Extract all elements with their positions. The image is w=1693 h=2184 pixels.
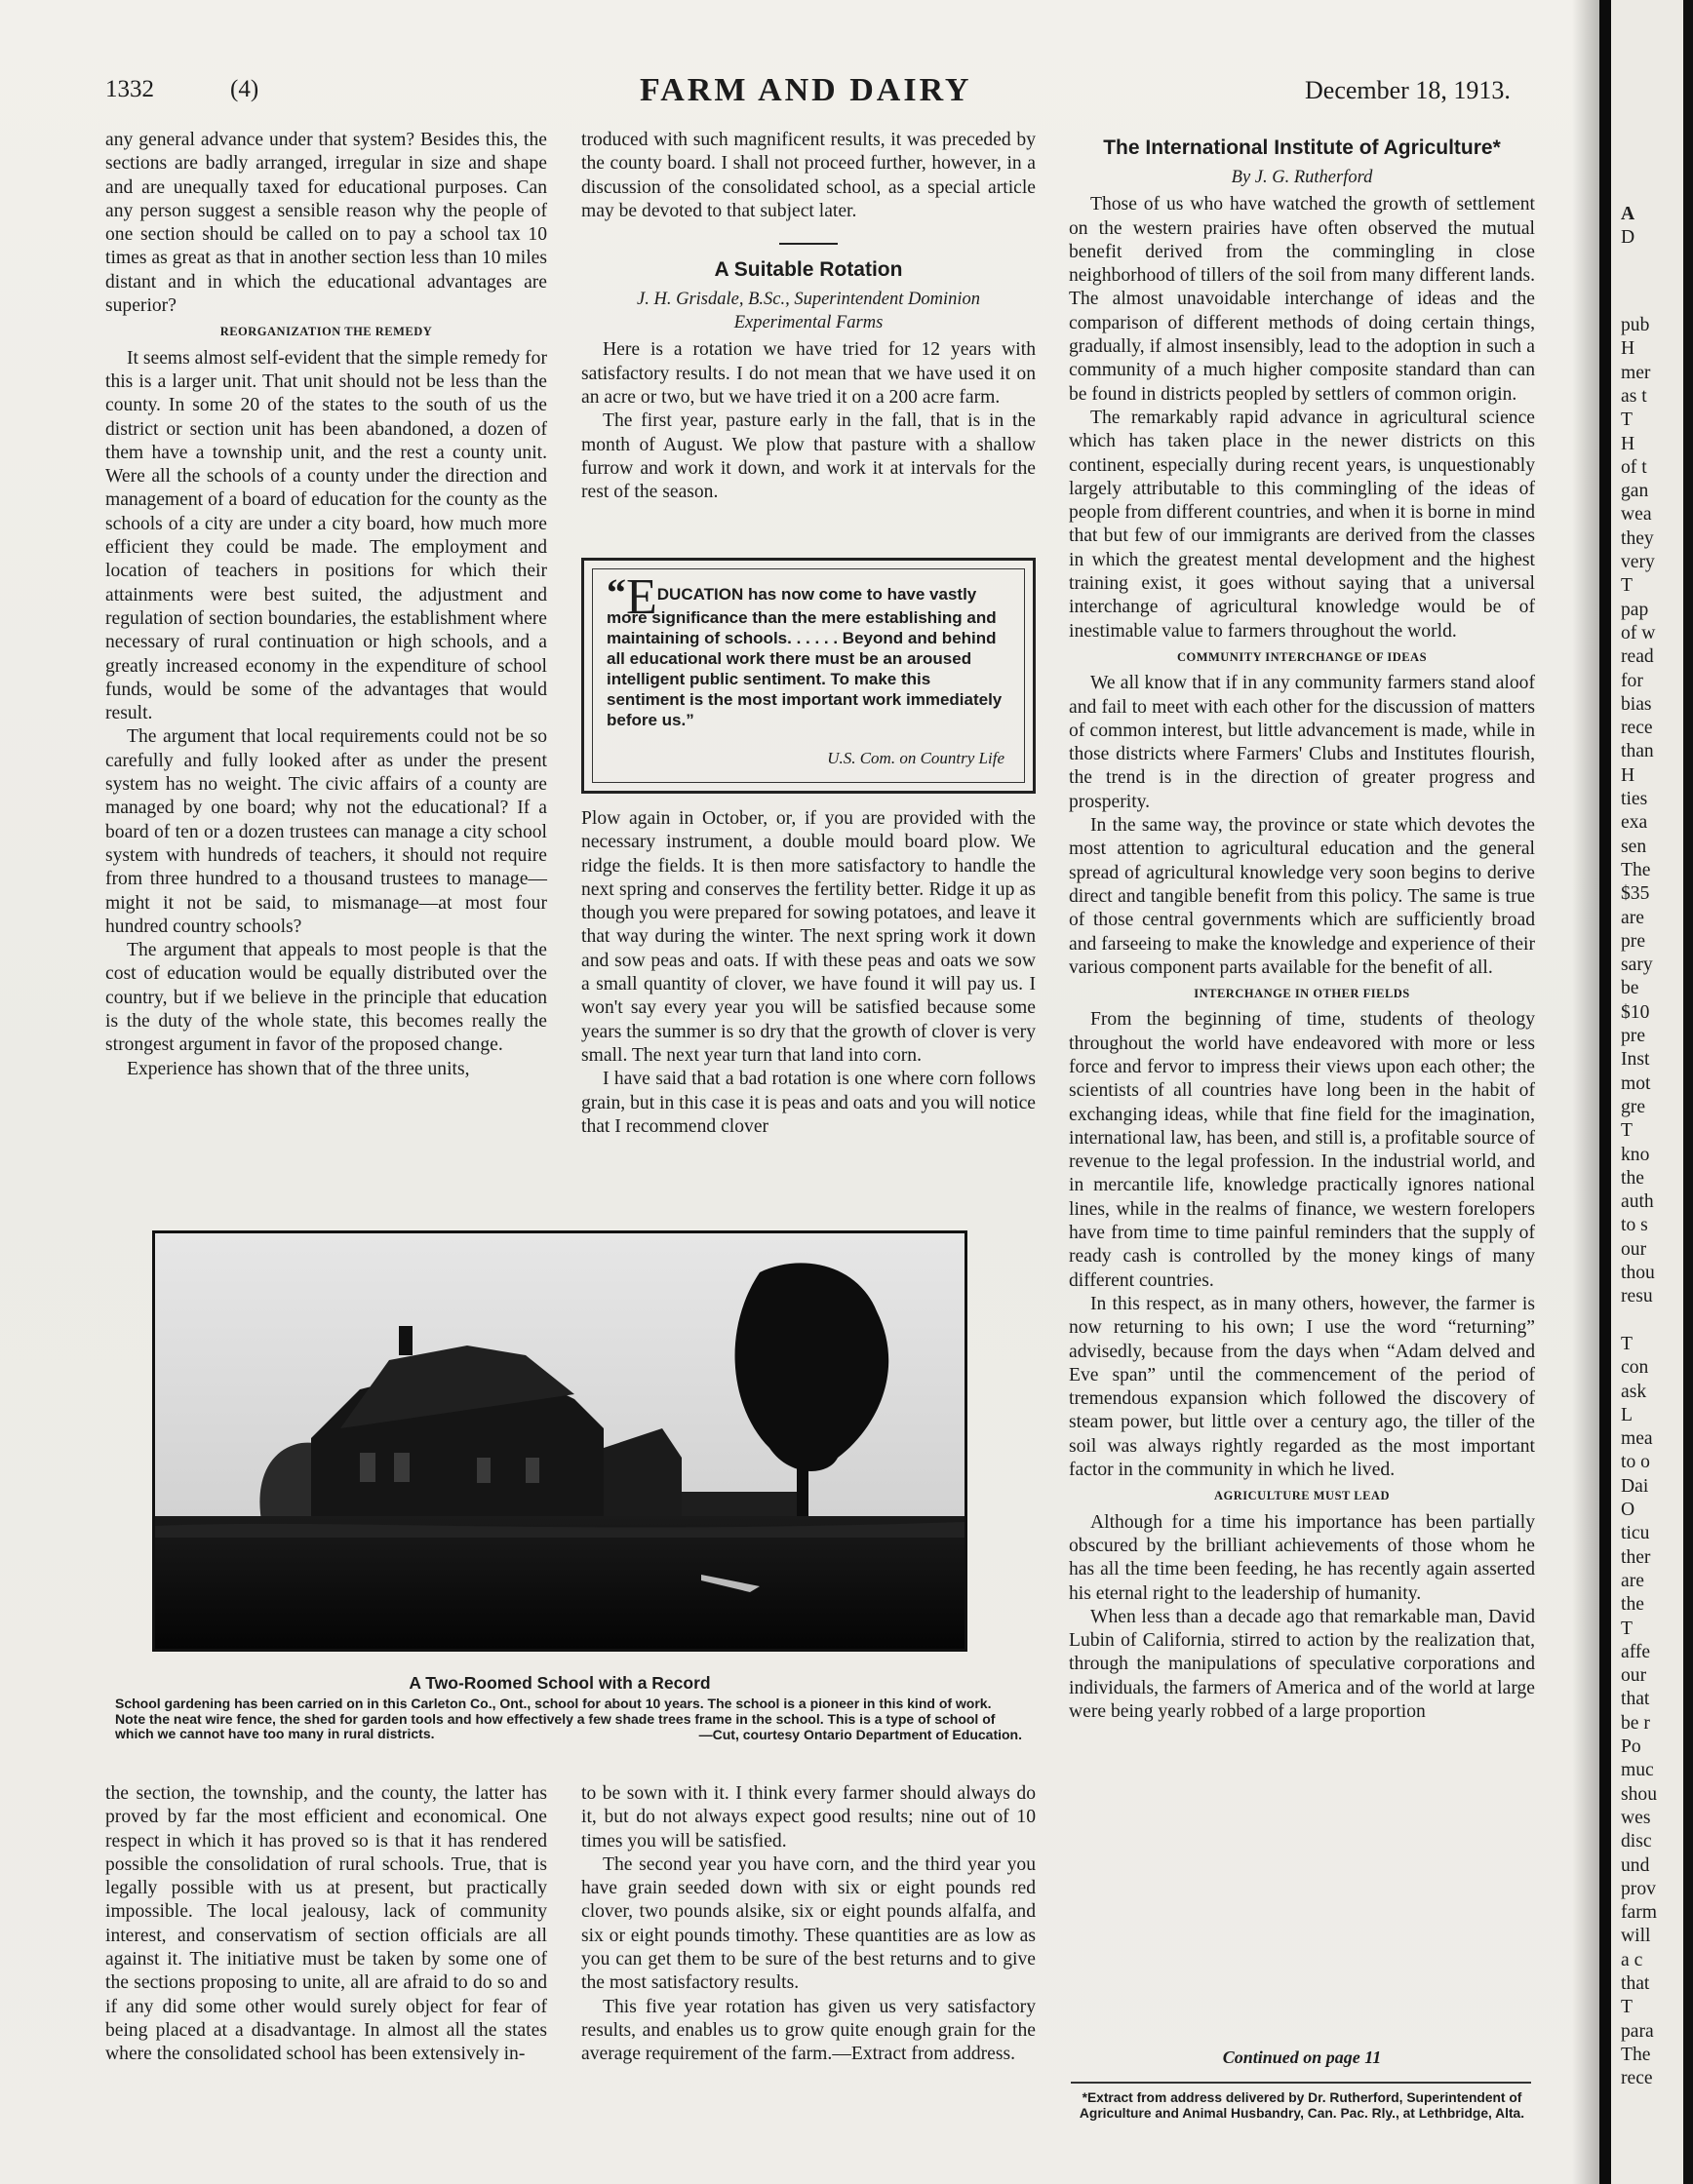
fragment-line: gan [1621, 481, 1649, 502]
fragment-line: farm [1621, 1902, 1657, 1924]
page-number: 1332 [105, 76, 154, 102]
fragment-line: Dai [1621, 1475, 1649, 1497]
fragment-line: wes [1621, 1807, 1651, 1828]
photo-caption: School gardening has been carried on in this Carleton Co., Ont., school for about 10 years. The school is a pioneer in this kind of work. Note the neat wire fence, the shed for garden tools and how effectively a few shade trees frame in the school. This is a type of school of which we cannot have too many in rural districts. [115, 1696, 996, 1741]
fragment-line: muc [1621, 1760, 1654, 1781]
fragment-line: disc [1621, 1831, 1652, 1852]
adjacent-page-fragment [1611, 0, 1693, 2184]
fragment-line: that [1621, 1973, 1650, 1994]
fragment-line: mea [1621, 1428, 1653, 1450]
fragment-line: H [1621, 764, 1635, 786]
quote-box [581, 558, 1036, 794]
quote-text: “EDUCATION has now come to have vastly more significance than the mere establishing and maintaining of schools. . . . . . Beyond and behind all educational work there must be an aroused intelligent public sentiment. To make this sentiment is the most important work immediately before us.” [607, 569, 1003, 729]
fragment-line: are [1621, 1570, 1644, 1591]
fragment-line: resu [1621, 1286, 1653, 1307]
fragment-line: T [1621, 1120, 1633, 1142]
masthead-title: FARM AND DAIRY [640, 72, 972, 108]
fragment-line: T [1621, 1997, 1633, 2018]
fragment-line: O [1621, 1500, 1635, 1520]
fragment-line: para [1621, 2020, 1654, 2042]
section-number: (4) [230, 76, 259, 102]
fragment-line: be r [1621, 1712, 1650, 1734]
fragment-line: kno [1621, 1144, 1650, 1165]
footnote-rule [1071, 2082, 1531, 2084]
fragment-line: Po [1621, 1736, 1641, 1757]
byline: By J. G. Rutherford [1231, 168, 1373, 188]
fragment-line: T [1621, 1618, 1633, 1639]
issue-date: December 18, 1913. [1305, 76, 1511, 104]
fragment-line: read [1621, 646, 1654, 668]
page-gap [1599, 0, 1611, 2184]
paragraph: the section, the township, and the county, the latter has proved by far the most efficient and economical. One respect in which it has proved so is that it has rendered possible the consolidation of rural schools. True, that is legally possible with us at present, but practically impossible. The local jealousy, lack of community interest, and conservatism of section officials are all against it. The initiative must be taken by some one of the sections proposing to unite, all are afraid to do so and if any did some other would surely object for fear of being placed at a disadvantage. In almost all the states where the consolidated school has been extensively in- [105, 1783, 547, 2065]
section-heading: INTERCHANGE IN OTHER FIELDS [1194, 987, 1410, 1001]
paragraph: The argument that appeals to most people is that the cost of education would be equally distributed over the country, but if we believe in the principle that education is the duty of the whole state, this becomes really the strongest argument in favor of the proposed change. [105, 940, 547, 1056]
fragment-line: pre [1621, 1026, 1646, 1046]
school-building-image [155, 1233, 965, 1649]
fragment-line: that [1621, 1689, 1650, 1710]
fragment-line: very [1621, 552, 1655, 572]
continued-notice: Continued on page 11 [1222, 2048, 1382, 2067]
fragment-line: be [1621, 978, 1639, 999]
fragment-line: as t [1621, 385, 1647, 407]
paragraph: I have said that a bad rotation is one where corn follows grain, but in this case it is peas and oats and you will notice that I recommend clover [581, 1069, 1036, 1137]
fragment-line: the [1621, 1167, 1644, 1189]
fragment-line: of t [1621, 456, 1647, 478]
fragment-line: for [1621, 670, 1643, 691]
fragment-line: rece [1621, 2068, 1653, 2089]
fragment-line: of w [1621, 622, 1656, 644]
paragraph: It seems almost self-evident that the simple remedy for this is a larger unit. That unit should not be less than the county. In some 20 of the states to the south of us the district or section unit has been abandoned, a dozen of them have a township unit, and the rest a county unit. Were all the schools of a county under the direction and management of a board of education for the county as the schools of a city are under a city board, how much more efficient they could be made. The employment and location of teachers in positions for which their attainments were best suited, the adjustment and regulation of section boundaries, the establishment where necessary of rural continuation or high schools, and a greatly increased economy in the expenditure of school funds, would be some of the advantages that would result. [105, 347, 547, 724]
column-2-top [581, 129, 1036, 505]
fragment-line: prov [1621, 1878, 1656, 1899]
fragment-line: pre [1621, 930, 1646, 952]
paragraph: Those of us who have watched the growth of settlement on the western prairies have often observed the mutual benefit derived from the commingling in close neighborhood of tillers of the soil from many different lands. The almost unavoidable interchange of ideas and the comparison of different methods of doing certain things, gradually, if almost insensibly, lead to the adoption in such a community of a much higher composite standard than can be found in districts peopled by settlers of common origin. [1069, 194, 1535, 405]
quote-citation: U.S. Com. on Country Life [827, 749, 1004, 767]
quote-inner-frame [592, 568, 1025, 783]
fragment-line: than [1621, 741, 1654, 762]
fragment-line: a c [1621, 1949, 1643, 1970]
fragment-line: shou [1621, 1783, 1658, 1805]
fragment-line: pap [1621, 599, 1649, 620]
fragment-line: $10 [1621, 1001, 1650, 1023]
section-heading: COMMUNITY INTERCHANGE OF IDEAS [1176, 649, 1428, 664]
fragment-line: wea [1621, 504, 1652, 526]
paragraph: any general advance under that system? Besides this, the sections are badly arranged, irregular in size and shape and are unequally taxed for educational purposes. Can any person suggest a sensible reason why the people of one section should be called on to pay a school tax 10 times as great as that in another section less than 10 miles distant and in which the educational advantages are superior? [105, 130, 547, 317]
fragment-line: are [1621, 907, 1644, 928]
fragment-line: The [1621, 859, 1651, 880]
fragment-line: L [1621, 1404, 1633, 1425]
fragment-line: H [1621, 338, 1635, 360]
paragraph: We all know that if in any community farmers stand aloof and fail to meet with each other for the discussion of matters of common interest, but little advancement is made, while in those districts where Farmers' Clubs and Institutes flourish, the trend is in the direction of greater progress and prosperity. [1069, 673, 1535, 812]
fragment-line: ask [1621, 1381, 1647, 1402]
column-2-middle [581, 807, 1036, 1139]
fragment-line: exa [1621, 812, 1648, 834]
column-2-bottom [581, 1782, 1036, 2067]
fragment-line: H [1621, 433, 1635, 454]
fragment-line: ticu [1621, 1523, 1650, 1544]
column-1-bottom [105, 1782, 547, 2067]
fragment-line: $35 [1621, 883, 1650, 905]
fragment-line: to s [1621, 1215, 1648, 1236]
paragraph: The remarkably rapid advance in agricultural science which has taken place in the newer districts on this continent, especially during recent years, is unquestionably largely attributable to this commingling of the ideas of people from different countries, and when it is borne in mind that but few of our immigrants are derived from the classes in which the greatest mental development and the highest training exist, it goes without saying that a universal interchange of agricultural knowledge would be of inestimable value to farmers throughout the world. [1069, 407, 1535, 642]
fragment-line: pub [1621, 315, 1650, 335]
paragraph: Although for a time his importance has been partially obscured by the brilliant achievements of those whom he has all the time been feeding, he has recently again asserted his eternal right to the leadership of humanity. [1069, 1511, 1535, 1604]
paragraph: Plow again in October, or, if you are provided with the necessary instrument, a double mould board plow. We ridge the fields. It is then more satisfactory to handle the next spring and conserves the fertility better. Ridge it up as though you were prepared for sowing potatoes, and leave it that way during the winter. The next spring work it down and sow peas and oats. If with these peas and oats we sow a small quantity of clover, we have found it will pay us. I won't say every year you will be satisfied because some years the summer is so dry that the growth of clover is very small. The next year turn that land into corn. [581, 808, 1036, 1066]
fragment-line: T [1621, 410, 1633, 431]
fragment-line: thou [1621, 1263, 1655, 1283]
fragment-line: sary [1621, 955, 1653, 976]
fragment-line: ties [1621, 789, 1648, 809]
section-heading: REORGANIZATION THE REMEDY [219, 325, 433, 339]
fragment-line: sen [1621, 836, 1647, 857]
fragment-line: The [1621, 2044, 1651, 2065]
fragment-line: und [1621, 1854, 1650, 1876]
column-1-top [105, 129, 547, 1081]
paragraph: Here is a rotation we have tried for 12 years with satisfactory results. I do not mean that we have used it on an acre or two, but we have tried it on a 200 acre farm. [581, 339, 1036, 409]
fragment-line: mer [1621, 362, 1651, 383]
fragment-line: ther [1621, 1546, 1651, 1568]
fragment-line: affe [1621, 1641, 1651, 1662]
paragraph: to be sown with it. I think every farmer should always do it, but do not always expect good results; nine out of 10 times you will be satisfied. [581, 1783, 1036, 1852]
photo-title: A Two-Roomed School with a Record [409, 1673, 711, 1693]
footnote: *Extract from address delivered by Dr. Rutherford, Superintendent of Agriculture and Animal Husbandry, Can. Pac. Rly., at Lethbridge, Alta. [1079, 2090, 1525, 2121]
fragment-line: to o [1621, 1452, 1650, 1473]
byline: J. H. Grisdale, B.Sc., Superintendent Dominion Experimental Farms [637, 290, 980, 333]
fragment-drop-cap: D [1621, 227, 1635, 248]
paragraph: In this respect, as in many others, however, the farmer is now returning to his own; I use the word “returning” advisedly, because from the days when “Adam delved and Eve span” until the commencement of the period of tremendous expansion which followed the discovery of steam power, but little over a century ago, the tiller of the soil was always rightly regarded as the most important factor in the community in which he lived. [1069, 1293, 1535, 1481]
fragment-line: the [1621, 1594, 1644, 1616]
fragment-line: gre [1621, 1096, 1646, 1117]
fragment-line: mot [1621, 1072, 1651, 1094]
paragraph: The second year you have corn, and the third year you have grain seeded down with six or eight pounds red clover, two pounds alsike, six or eight pounds alfalfa, and six or eight pounds timothy. These quantities are as low as you can get them to be sure of the best returns and to give the most satisfactory results. [581, 1853, 1036, 1994]
fragment-line: will [1621, 1926, 1651, 1947]
paragraph: Experience has shown that of the three units, [127, 1058, 470, 1079]
paragraph: In the same way, the province or state which devotes the most attention to agricultural education and the general spread of agricultural knowledge very soon begins to derive direct and tangible benefit from this policy. The same is true of those central governments which are sufficiently broad and farseeing to make the knowledge and experience of their various component parts available for the benefit of all. [1069, 815, 1535, 978]
paragraph: When less than a decade ago that remarkable man, David Lubin of California, stirred to action by the realization that, through the manipulations of speculative corporations and individuals, the farmers of America and of the world at large were being yearly robbed of a large proportion [1069, 1606, 1535, 1722]
school-photo [152, 1230, 967, 1652]
paragraph: troduced with such magnificent results, it was preceded by the county board. I shall not proceed further, however, in a discussion of the consolidated school, as a special article may be devoted to that subject later. [581, 130, 1036, 221]
fragment-line: our [1621, 1238, 1647, 1260]
paragraph: This five year rotation has given us very satisfactory results, and enables us to grow quite enough grain for the average requirement of the farm.—Extract from address. [581, 1996, 1036, 2065]
fragment-line: rece [1621, 718, 1653, 739]
fragment-line: con [1621, 1357, 1649, 1379]
fragment-line: Inst [1621, 1049, 1650, 1071]
fragment-line: T [1621, 575, 1633, 597]
fragment-line: bias [1621, 693, 1652, 715]
paragraph: The argument that local requirements could not be so carefully and fully looked after as under the present system has no weight. The civic affairs of a county are managed by one board; why not the educational? If a board of ten or a dozen trustees can manage a city school system with hundreds of teachers, it should not require from three hundred to a thousand trustees to manage—might it not be said, to mismanage—at most four hundred country schools? [105, 726, 547, 937]
fragment-line: they [1621, 527, 1654, 549]
fragment-line: our [1621, 1665, 1647, 1687]
fragment-line: auth [1621, 1191, 1654, 1213]
photo-credit: —Cut, courtesy Ontario Department of Education. [698, 1727, 1022, 1742]
paragraph: The first year, pasture early in the fall, that is in the month of August. We plow that pasture with a shallow furrow and work it down, and work it at intervals for the rest of the season. [581, 410, 1036, 503]
scan-edge [1683, 0, 1693, 2184]
article-title: The International Institute of Agriculture* [1103, 136, 1501, 159]
column-3 [1069, 136, 1535, 1724]
fragment-letter: A [1621, 204, 1635, 224]
divider [779, 243, 838, 245]
fragment-line: T [1621, 1333, 1633, 1354]
gutter-shadow [1572, 0, 1601, 2184]
section-heading: AGRICULTURE MUST LEAD [1214, 1489, 1390, 1503]
paragraph: From the beginning of time, students of theology throughout the world have endeavored with more or less force and fervor to impress their views upon each other; the scientists of all countries have long been in the habit of exchanging ideas, while that fine field for the imagination, international law, has been, and still is, a profitable source of revenue to the legal profession. In the industrial world, and in mercantile life, knowledge practically ignores national lines, while in the realms of finance, we western forelopers have from time to time painful reminders that the supply of ready cash is controlled by the money kings of many different countries. [1069, 1009, 1535, 1291]
article-title: A Suitable Rotation [714, 258, 903, 282]
